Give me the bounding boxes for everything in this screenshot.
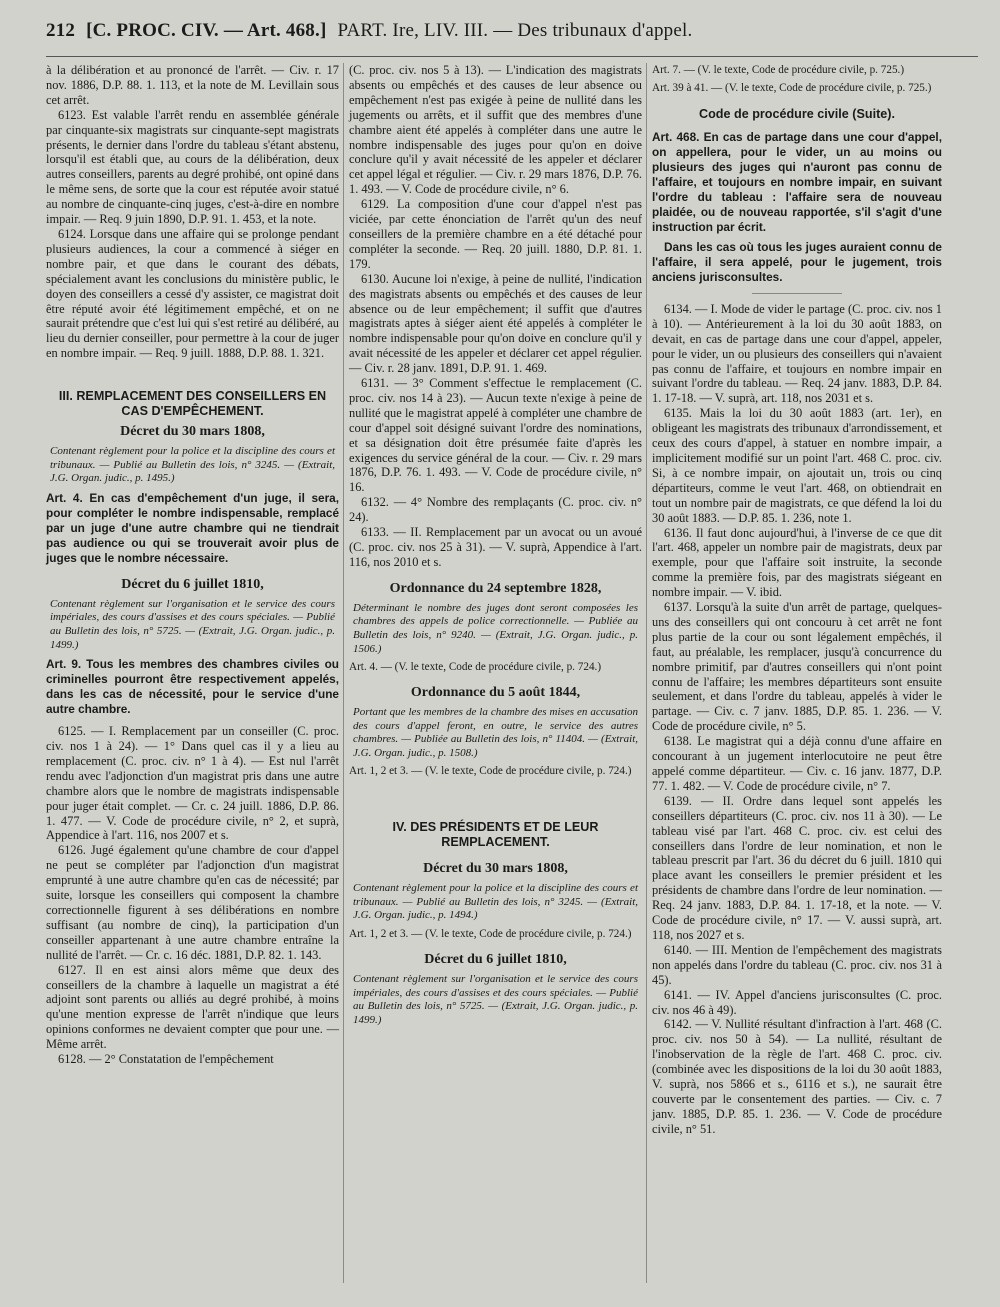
decree-description: Contenant règlement pour la police et la discipline des cours et tribunaux. — Publié au Bulletin des lois, n° 3245. — (Extrait, J.G. Organ. judic., p. 1494.) <box>353 882 638 922</box>
paragraph-6125: 6125. — I. Remplacement par un conseiller (C. proc. civ. nos 1 à 24). — 1° Dans quel cas il y a lieu au remplacement (C. proc. civ. n° 1 à 4). — Est nul l'arrêt rendu avec l'adjonction d'un magistrat pris dans une autre chambre alors que le nombre de magistrats indispensable pour juger était complet. — Cr. c. 24 juill. 1886, D.P. 86. 1. 477. — V. Code de procédure civile, n° 2, et suprà, Appendice à l'art. 116, nos 2007 et s. <box>46 724 339 843</box>
column-right <box>652 63 942 1137</box>
ordinance-title: Ordonnance du 5 août 1844, <box>410 685 581 701</box>
article-reference: Art. 7. — (V. le texte, Code de procédure civile, p. 725.) <box>652 64 905 76</box>
article-468: Art. 468. En cas de partage dans une cour d'appel, on appellera, pour le vider, un au moins ou plusieurs des juges qui n'auront pas connu de l'affaire, et toujours en nombre impair, en suivant l'ordre du tableau : l'affaire sera de nouveau plaidée, ou de nouveau rapportée, s'il s'agit d'une instruction par écrit. <box>652 129 942 234</box>
article-reference: Art. 39 à 41. — (V. le texte, Code de procédure civile, p. 725.) <box>652 82 932 94</box>
paragraph-6123: 6123. Est valable l'arrêt rendu en assemblée générale par cinquante-six magistrats sur cinquante-sept magistrats présents, le dernier dans l'ordre du tableau s'étant abstenu, lorsqu'il est établi que, au cours de la délibération, deux autres conseillers, parents au degré prohibé, ont opiné dans le même sens, de sorte que la cour est réputée avoir statué au nombre de cinquante-cinq juges, c'est-à-dire en nombre impair. — Req. 9 juin 1890, D.P. 91. 1. 453, et la note. <box>46 107 339 227</box>
article-reference: Art. 1, 2 et 3. — (V. le texte, Code de procédure civile, p. 724.) <box>349 765 632 778</box>
header-rule <box>46 56 978 57</box>
decree-description: Contenant règlement pour la police et la discipline des cours et tribunaux. — Publié au Bulletin des lois, n° 3245. — (Extrait, J.G. Organ. judic., p. 1495.) <box>50 445 335 485</box>
article-text: Art. 9. Tous les membres des chambres civiles ou criminelles pourront être respectivement appelés, dans les cas de nécessité, pour le service d'une autre chambre. <box>46 657 339 717</box>
paragraph-6132: 6132. — 4° Nombre des remplaçants (C. proc. civ. n° 24). <box>349 495 642 525</box>
code-title: Code de procédure civile (Suite). <box>699 107 895 121</box>
ordinance-title: Ordonnance du 24 septembre 1828, <box>389 580 602 596</box>
paragraph-6136: 6136. Il faut donc aujourd'hui, à l'inverse de ce que dit l'art. 468, appeler un nombre pair de magistrats, deux par exemple, pour que l'affaire soit instruite, la seconde comme la première fois, par des magistrats siégeant en nombre impair. — V. ibid. <box>652 525 942 600</box>
paragraph-6126: 6126. Jugé également qu'une chambre de cour d'appel ne peut se compléter par l'adjonction d'un magistrat emprunté à une autre chambre qu'en cas de nécessité; par suite, lorsque les conseillers qui composent la chambre correctionnelle figurent à ses délibérations en nombre suffisant (au nombre de cinq), la participation d'un conseiller appartenant à une autre chambre entraîne la nullité de l'arrêt. — Cr. c. 16 déc. 1881, D.P. 82. 1. 143. <box>46 843 339 962</box>
section-heading: IV. DES PRÉSIDENTS ET DE LEUR REMPLACEMENT. <box>392 820 599 850</box>
article-text: Art. 4. En cas d'empêchement d'un juge, il sera, pour compléter le nombre indispensable, remplacé par un juge d'une autre chambre qui ne tiendrait pas audience ou qui se trouverait avoir plus de juges que le nombre nécessaire. <box>46 490 339 565</box>
paragraph-6134: 6134. — I. Mode de vider le partage (C. proc. civ. nos 1 à 10). — Antérieurement à la loi du 30 août 1883, on devait, en cas de partage dans une cour d'appel, appeler, pour le vider, un ou plusieurs des conseillers qui n'avaient pas connu de l'affaire, et toujours en nombre impair en suivant l'ordre du tableau. — Req. 24 janv. 1883, D.P. 84. 1. 17-18. — V. suprà, art. 118, nos 2031 et s. <box>652 301 942 406</box>
ordinance-description: Portant que les membres de la chambre des mises en accusation des cours d'appel feront, en outre, le service des autres chambres. — Publiée au Bulletin des lois, n° 11404. — (Extrait, J.G. Organ. judic., p. 1508.) <box>353 706 638 759</box>
column-divider <box>343 63 344 1283</box>
article-468-second: Dans les cas où tous les juges auraient connu de l'affaire, il sera appelé, pour le jugement, trois anciens jurisconsultes. <box>652 239 942 284</box>
paragraph-6135: 6135. Mais la loi du 30 août 1883 (art. 1er), en obligeant les magistrats des tribunaux d'arrondissement, et ceux des cours d'appel, à statuer en nombre impair, a implicitement modifié sur un point l'art. 468 C. proc. civ. Si, à ce nombre impair, on ajoutait un, trois ou cinq départiteurs, comme le veut l'art. 468, on obtiendrait en tout un nombre pair de magistrats, ce que défend la loi du 30 août 1883. — D.P. 85. 1. 236, note 1. <box>652 406 942 525</box>
paragraph-6127: 6127. Il en est ainsi alors même que deux des conseillers de la chambre à laquelle un magistrat a été adjoint sont parents ou alliés au degré prohibé, à moins qu'une mention expresse de l'arrêt n'indique que leurs opinions conformes ne devaient compter que pour une. — Même arrêt. <box>46 962 339 1052</box>
paragraph-6130: 6130. Aucune loi n'exige, à peine de nullité, l'indication des magistrats absents ou empêchés et des causes de leur absence ou de leur empêchement; il suffit que d'autres magistrats aptes à siéger aient été appelés à compléter le nombre indispensable pour qu'on doive en conclure qu'il y avait nécessité de les appeler et déclarer cet appel régulier. — Civ. r. 28 janv. 1891, D.P. 91. 1. 469. <box>349 271 642 376</box>
column-divider <box>646 63 647 1283</box>
paragraph: à la délibération et au prononcé de l'arrêt. — Civ. r. 17 nov. 1886, D.P. 88. 1. 113, et la note de M. Levillain sous cet arrêt. <box>46 63 339 107</box>
header-right: PART. Ire, LIV. III. — Des tribunaux d'appel. <box>337 20 693 41</box>
paragraph-6141: 6141. — IV. Appel d'anciens jurisconsultes (C. proc. civ. nos 46 à 49). <box>652 987 942 1017</box>
paragraph-6138: 6138. Le magistrat qui a déjà connu d'une affaire en concourant à un jugement interlocutoire ne peut être appelé comme départiteur. — Civ. c. 16 janv. 1877, D.P. 77. 1. 482. — V. Code de procédure civile, n° 7. <box>652 734 942 793</box>
separator-rule <box>752 293 842 294</box>
page-number: 212 <box>46 20 76 41</box>
article-reference: Art. 4. — (V. le texte, Code de procédure civile, p. 724.) <box>349 661 602 674</box>
column-middle <box>349 63 642 1027</box>
paragraph-6124: 6124. Lorsque dans une affaire qui se prolonge pendant plusieurs audiences, la cour a commencé à siéger en nombre pair, et que dans le courant des débats, spécialement avant les conclusions du ministère public, le doyen des conseillers a cessé d'y assister, ce magistrat doit être réputé avoir été légitimement empêché, et on ne saurait prétendre que c'est lui qui s'est retiré au délibéré, au lieu du dernier conseiller, pour permettre à la cour de juger en nombre impair. — Req. 9 juill. 1888, D.P. 88. 1. 321. <box>46 226 339 361</box>
paragraph-6133: 6133. — II. Remplacement par un avocat ou un avoué (C. proc. civ. nos 25 à 31). — V. suprà, Appendice à l'art. 116, nos 2010 et s. <box>349 525 642 569</box>
column-left <box>46 63 339 1067</box>
paragraph-6137: 6137. Lorsqu'à la suite d'un arrêt de partage, quelques-uns des conseillers qui ont concouru à cet arrêt ne font plus partie de la cour ou sont légalement empêchés, il faut, au préalable, les remplacer, jusqu'à concurrence du nombre primitif, par d'autres conseillers qui n'ont point connu de l'affaire; les membres départiteurs sont ensuite seulement, et dans l'ordre du tableau, appelés à vider le partage. — Civ. c. 7 janv. 1885, D.P. 85. 1. 236. — V. Code de procédure civile, n° 5. <box>652 600 942 734</box>
article-reference: Art. 1, 2 et 3. — (V. le texte, Code de procédure civile, p. 724.) <box>349 928 632 941</box>
running-header <box>46 20 976 54</box>
paragraph-6129: 6129. La composition d'une cour d'appel n'est pas viciée, par cette énonciation de l'arrêt qu'un des neuf conseillers de la première chambre en a été détaché pour compléter la seconde. — Req. 20 juill. 1880, D.P. 81. 1. 179. <box>349 197 642 271</box>
paragraph-6131: 6131. — 3° Comment s'effectue le remplacement (C. proc. civ. nos 14 à 23). — Aucun texte n'exige à peine de nullité que le magistrat appelé à compléter une chambre de cour d'appel soit désigné suivant l'ordre des nominations, et sa désignation doit être présumée faite d'après les exigences du service général de la cour. — Civ. r. 29 mars 1876, D.P. 76. 1. 493. — V. Code de procédure civile, n° 16. <box>349 376 642 495</box>
decree-title: Décret du 6 juillet 1810, <box>121 576 264 592</box>
section-heading: III. REMPLACEMENT DES CONSEILLERS EN CAS D'EMPÊCHEMENT. <box>58 389 327 419</box>
decree-title: Décret du 30 mars 1808, <box>120 424 265 440</box>
paragraph-6140: 6140. — III. Mention de l'empêchement des magistrats non appelés dans l'ordre du tableau (C. proc. civ. nos 31 à 45). <box>652 942 942 987</box>
ordinance-description: Déterminant le nombre des juges dont seront composées les chambres des appels de police correctionnelle. — Publiée au Bulletin des lois, n° 9240. — (Extrait, J.G. Organ. judic., p. 1506.) <box>353 601 638 655</box>
paragraph: (C. proc. civ. nos 5 à 13). — L'indication des magistrats absents ou empêchés et des causes de leur absence ou empêchement n'est pas exigée à peine de nullité dans les jugements ou arrêts, et il suffit que des membres d'une chambre aient été appelés à compléter dans une autre le nombre indispensable des juges pour qu'on en doive conclure qu'il y avait nécessité de les appeler et déclarer cet appel légal et régulier. — Civ. r. 29 mars 1876, D.P. 76. 1. 493. — V. Code de procédure civile, n° 6. <box>349 63 642 197</box>
decree-description: Contenant règlement sur l'organisation et le service des cours impériales, des cours d'assises et des cours spéciales. — Publié au Bulletin des lois, n° 5725. — (Extrait, J.G. Organ. judic., p. 1499.) <box>353 972 638 1026</box>
header-left: [C. PROC. CIV. — Art. 468.] <box>86 20 327 41</box>
paragraph-6139: 6139. — II. Ordre dans lequel sont appelés les conseillers départiteurs (C. proc. civ. nos 11 à 30). — Le tableau visé par l'art. 468 C. proc. civ. est celui des conseillers dans l'ordre de leur nomination, et non le tableau prescrit par l'art. 36 du décret du 6 juill. 1810 qui place avant les conseillers le premier président et les présidents de chambre dans l'ordre de leur nomination. — Req. 24 janv. 1883, D.P. 84. 1. 17-18, et la note. — V. Code de procédure civile, n° 17. — V. aussi suprà, art. 118, nos 2027 et s. <box>652 793 942 942</box>
decree-title: Décret du 30 mars 1808, <box>423 861 568 877</box>
paragraph-6142: 6142. — V. Nullité résultant d'infraction à l'art. 468 (C. proc. civ. nos 50 à 54). — La nullité, résultant de l'inobservation de la règle de l'art. 468 C. proc. civ. (combinée avec les dispositions de la loi du 30 août 1883, V. suprà, nos 5866 et s., 6116 et s.), ne saurait être couverte par le consentement des parties. — Civ. c. 7 janv. 1885, D.P. 85. 1. 236. — V. Code de procédure civile, n° 51. <box>652 1017 942 1136</box>
decree-title: Décret du 6 juillet 1810, <box>424 952 567 968</box>
decree-description: Contenant règlement sur l'organisation et le service des cours impériales, des cours d'assises et des cours spéciales. — Publié au Bulletin des lois, n° 5725. — (Extrait, J.G. Organ. judic., p. 1499.) <box>50 597 335 651</box>
paragraph-6128: 6128. — 2° Constatation de l'empêchement <box>58 1052 274 1067</box>
